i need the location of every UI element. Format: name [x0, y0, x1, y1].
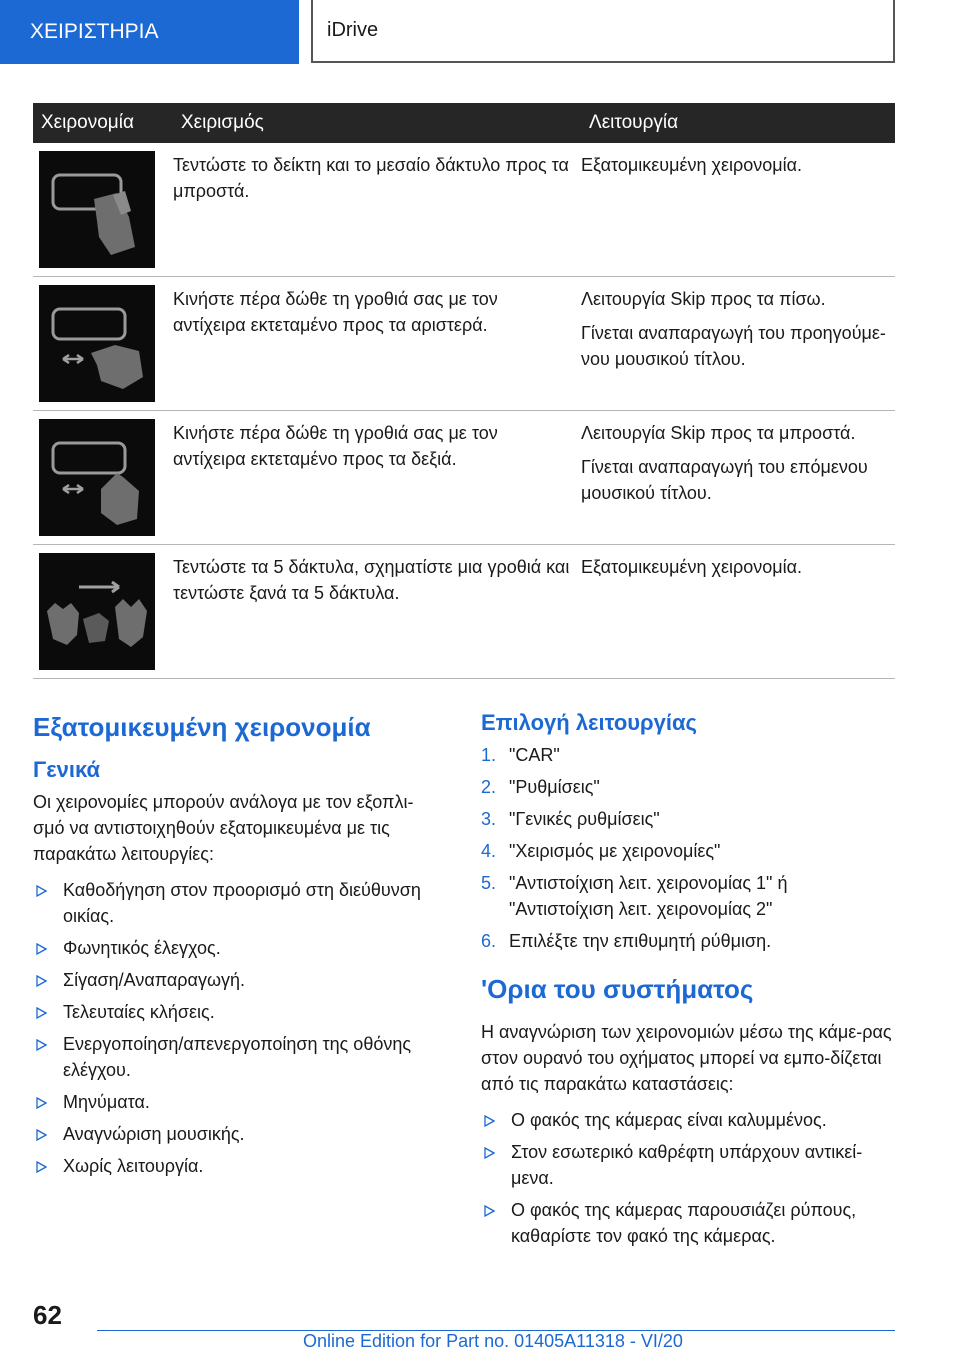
function-list	[33, 877, 443, 1179]
subsection-heading: Γενικά	[33, 757, 101, 782]
triangle-bullet-icon	[36, 1129, 47, 1141]
step-number: 4.	[481, 841, 497, 861]
table-row	[33, 277, 895, 411]
list-item-text: Φωνητικός έλεγχος.	[63, 938, 221, 958]
action-cell: Κινήστε πέρα δώθε τη γροθιά σας με τον αντίχειρα εκτεταμένο προς τα δεξιά.	[173, 411, 581, 545]
step-number: 6.	[481, 931, 497, 951]
step-item	[481, 774, 895, 800]
col-header-function: Λειτουργία	[581, 103, 895, 143]
list-item	[33, 999, 443, 1025]
function-cell	[581, 143, 895, 277]
step-text: "CAR"	[509, 745, 560, 765]
intro-paragraph: Η αναγνώριση των χειρονομιών μέσω της κάμε-ρας στον ουρανό του οχήματος μπορεί να εμπο-δίζεται από τις παρακάτω καταστάσεις:	[481, 1022, 892, 1094]
triangle-bullet-icon	[36, 1039, 47, 1051]
step-number: 3.	[481, 809, 497, 829]
step-number: 5.	[481, 873, 497, 893]
gesture-image-cell	[33, 143, 173, 277]
step-text: "Ρυθμίσεις"	[509, 777, 600, 797]
gesture-image-cell	[33, 411, 173, 545]
step-text: Επιλέξτε την επιθυμητή ρύθμιση.	[509, 931, 772, 951]
function-text: Εξατομικευμένη χειρονομία.	[581, 557, 803, 577]
list-item-text: Αναγνώριση μουσικής.	[63, 1124, 245, 1144]
action-cell: Τεντώστε το δείκτη και το μεσαίο δάκτυλο προς τα μπροστά.	[173, 143, 581, 277]
step-text: "Αντιστοίχιση λειτ. χειρονομίας 1" ή "Αντιστοίχιση λειτ. χειρονομίας 2"	[509, 873, 788, 919]
function-text: Λειτουργία Skip προς τα πίσω.	[581, 289, 826, 309]
right-column	[481, 700, 895, 1255]
page-number: 62	[33, 1300, 62, 1330]
chapter-title: iDrive	[327, 19, 379, 41]
list-item-text: Χωρίς λειτουργία.	[63, 1156, 204, 1176]
gesture-image-cell	[33, 545, 173, 679]
function-text: Γίνεται αναπαραγωγή του προηγούμε-νου μουσικού τίτλου.	[581, 323, 886, 369]
gesture-thumb-left-image	[39, 285, 155, 402]
section-title: ΧΕΙΡΙΣΤΗΡΙΑ	[30, 20, 159, 43]
gesture-five-fingers-image	[39, 553, 155, 670]
list-item-text: Στον εσωτερικό καθρέφτη υπάρχουν αντικεί-μενα.	[511, 1142, 863, 1188]
triangle-bullet-icon	[36, 1097, 47, 1109]
table-row	[33, 545, 895, 679]
list-item-text: Σίγαση/Αναπαραγωγή.	[63, 970, 246, 990]
function-cell	[581, 411, 895, 545]
list-item	[33, 935, 443, 961]
list-item	[481, 1107, 895, 1133]
gesture-thumb-right-image	[39, 419, 155, 536]
table-header-row	[33, 103, 895, 143]
list-item	[33, 1089, 443, 1115]
list-item-text: Ενεργοποίηση/απενεργοποίηση της οθόνης ελέγχου.	[63, 1034, 412, 1080]
triangle-bullet-icon	[36, 1161, 47, 1173]
subsection-heading: Επιλογή λειτουργίας	[481, 710, 697, 735]
function-cell	[581, 545, 895, 679]
list-item	[33, 877, 443, 929]
list-item-text: Ο φακός της κάμερας είναι καλυμμένος.	[511, 1110, 827, 1130]
col-header-action: Χειρισμός	[173, 103, 581, 143]
step-number: 1.	[481, 745, 497, 765]
triangle-bullet-icon	[484, 1115, 495, 1127]
table-row	[33, 143, 895, 277]
limits-list	[481, 1107, 895, 1249]
action-cell: Τεντώστε τα 5 δάκτυλα, σχηματίστε μια γροθιά και τεντώστε ξανά τα 5 δάκτυλα.	[173, 545, 581, 679]
step-text: "Χειρισμός με χειρονομίες"	[509, 841, 721, 861]
chapter-header	[311, 0, 895, 63]
step-text: "Γενικές ρυθμίσεις"	[509, 809, 660, 829]
triangle-bullet-icon	[36, 975, 47, 987]
list-item-text: Καθοδήγηση στον προορισμό στη διεύθυνση οικίας.	[63, 880, 421, 926]
function-text: Εξατομικευμένη χειρονομία.	[581, 155, 803, 175]
table-row	[33, 411, 895, 545]
list-item	[481, 1139, 895, 1191]
section-tab	[0, 0, 299, 64]
list-item-text: Τελευταίες κλήσεις.	[63, 1002, 215, 1022]
list-item	[481, 1197, 895, 1249]
gesture-two-fingers-forward-image	[39, 151, 155, 268]
gesture-table	[33, 103, 895, 679]
footer-edition: Online Edition for Part no. 01405A11318 - VI/20	[303, 1331, 683, 1351]
list-item	[33, 1153, 443, 1179]
triangle-bullet-icon	[36, 943, 47, 955]
triangle-bullet-icon	[484, 1205, 495, 1217]
triangle-bullet-icon	[36, 1007, 47, 1019]
step-item	[481, 742, 895, 768]
triangle-bullet-icon	[484, 1147, 495, 1159]
action-cell: Κινήστε πέρα δώθε τη γροθιά σας με τον αντίχειρα εκτεταμένο προς τα αριστερά.	[173, 277, 581, 411]
function-text: Λειτουργία Skip προς τα μπροστά.	[581, 423, 856, 443]
list-item-text: Ο φακός της κάμερας παρουσιάζει ρύπους, καθαρίστε τον φακό της κάμερας.	[511, 1200, 857, 1246]
list-item	[33, 1121, 443, 1147]
col-header-gesture: Χειρονομία	[33, 103, 173, 143]
gesture-image-cell	[33, 277, 173, 411]
intro-paragraph: Οι χειρονομίες μπορούν ανάλογα με τον εξοπλι-σμό να αντιστοιχηθούν εξατομικευμένα με τις παρακάτω λειτουργίες:	[33, 792, 414, 864]
triangle-bullet-icon	[36, 885, 47, 897]
left-column	[33, 700, 443, 1185]
list-item	[33, 967, 443, 993]
step-item	[481, 870, 895, 922]
step-number: 2.	[481, 777, 497, 797]
section-heading: 'Ορια του συστήματος	[481, 974, 754, 1004]
step-item	[481, 806, 895, 832]
section-heading: Εξατομικευμένη χειρονομία	[33, 712, 371, 742]
steps-list	[481, 742, 895, 954]
function-text: Γίνεται αναπαραγωγή του επόμενου μουσικού τίτλου.	[581, 457, 868, 503]
step-item	[481, 838, 895, 864]
list-item-text: Μηνύματα.	[63, 1092, 150, 1112]
step-item	[481, 928, 895, 954]
function-cell	[581, 277, 895, 411]
list-item	[33, 1031, 443, 1083]
